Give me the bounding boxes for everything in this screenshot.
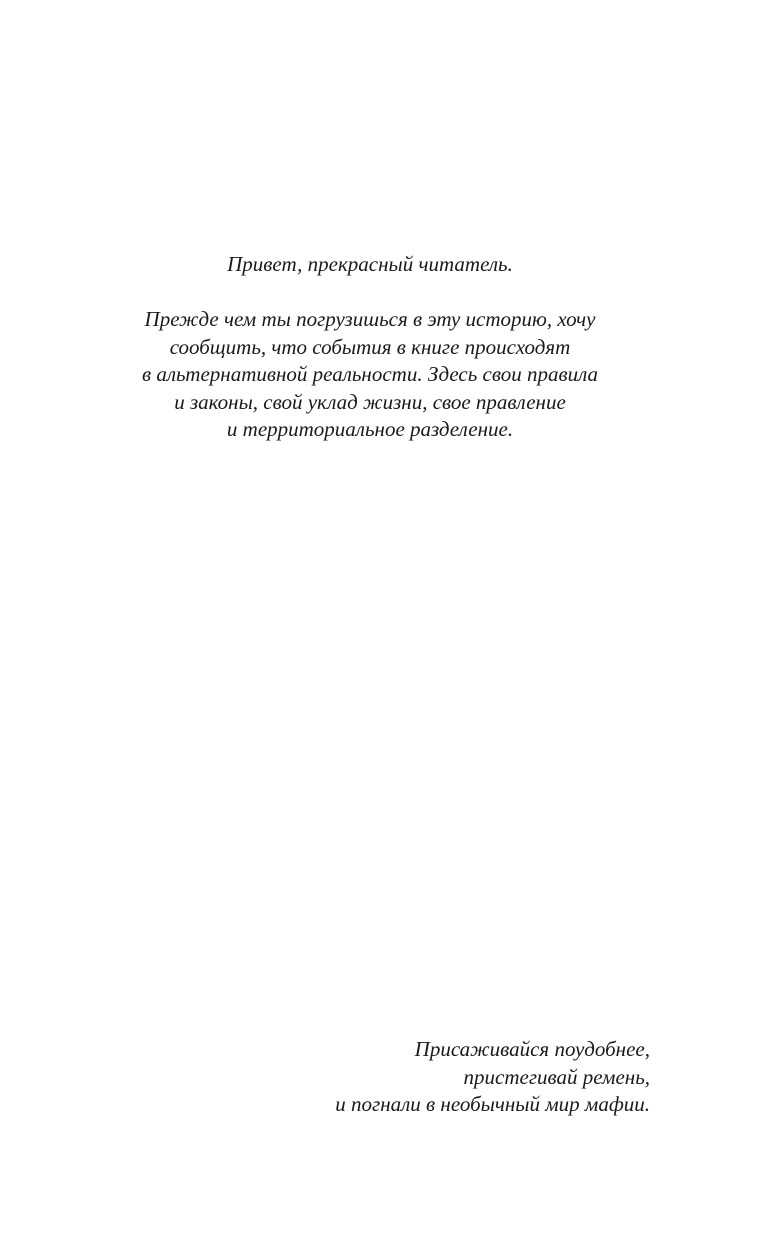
closing-line: и погнали в необычный мир мафии. <box>335 1092 650 1116</box>
closing-line: Присаживайся поудобнее, <box>414 1037 650 1061</box>
closing-paragraph <box>130 1036 650 1119</box>
intro-paragraph <box>0 306 740 444</box>
intro-line: Прежде чем ты погрузишься в эту историю, хочу <box>144 307 596 331</box>
intro-line: сообщить, что события в книге происходят <box>169 334 571 359</box>
intro-line: и территориальное разделение. <box>226 417 514 441</box>
intro-line: и законы, свой уклад жизни, свое правление <box>174 389 566 414</box>
intro-line: в альтернативной реальности. Здесь свои правила <box>142 362 598 386</box>
closing-line: пристегивай ремень, <box>463 1064 650 1089</box>
greeting-line: Привет, прекрасный читатель. <box>227 252 513 276</box>
